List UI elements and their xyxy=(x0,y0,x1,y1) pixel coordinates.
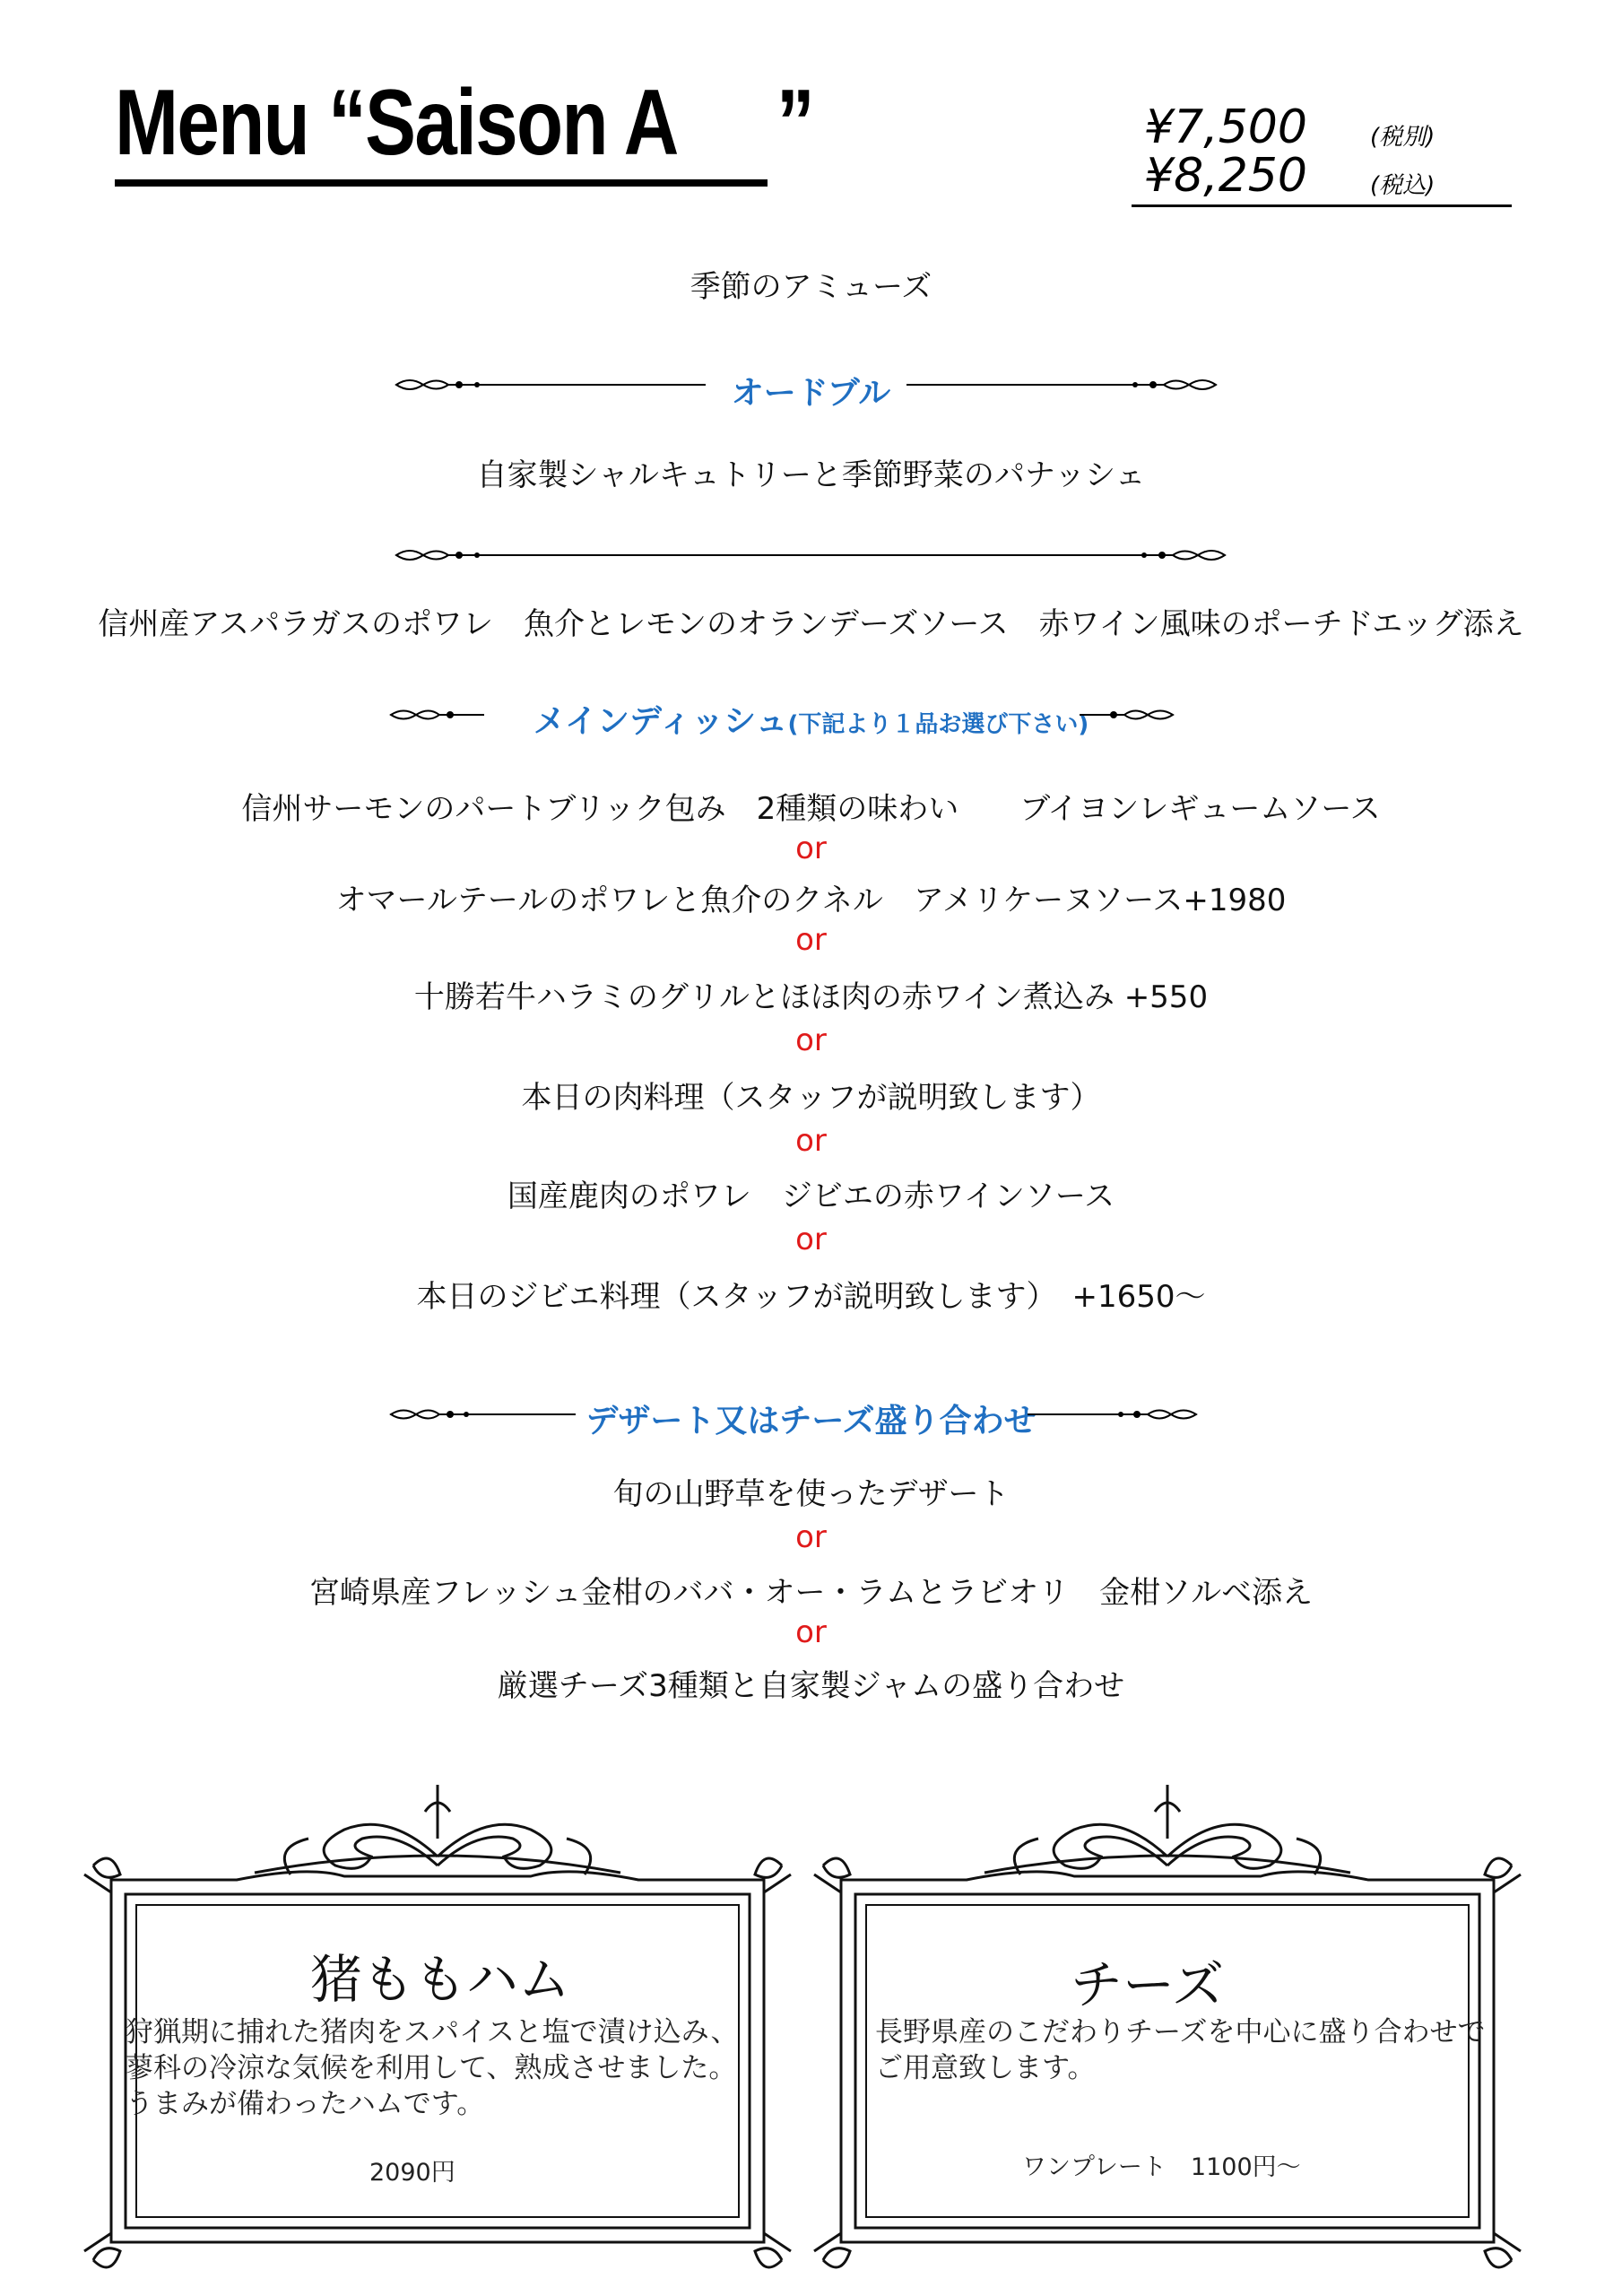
fish-course-dish: 信州産アスパラガスのポワレ 魚介とレモンのオランデーズソース 赤ワイン風味のポーチドエッグ添え xyxy=(98,606,1524,642)
card-title: チーズ xyxy=(1071,1954,1225,2015)
amuse-dish: 季節のアミューズ xyxy=(690,269,932,305)
section-heading-main-dish: メインディッシュ(下記より１品お選び下さい) xyxy=(533,703,1089,740)
main-dish-option: 十勝若牛ハラミのグリルとほほ肉の赤ワイン煮込み +550 xyxy=(413,979,1209,1015)
card-description-line: うまみが備わったハムです。 xyxy=(126,2088,485,2120)
or-separator: or xyxy=(795,1519,827,1555)
main-dish-option: 本日のジビエ料理（スタッフが説明致します） +1650～ xyxy=(416,1279,1206,1315)
or-separator: or xyxy=(795,1614,827,1650)
main-dish-option: オマールテールのポワレと魚介のクネル アメリケーヌソース+1980 xyxy=(335,883,1287,918)
price-excluding-tax: ¥7,500 xyxy=(1144,100,1307,154)
dessert-option: 宮崎県産フレッシュ金柑のババ・オー・ラムとラビオリ 金柑ソルベ添え xyxy=(308,1575,1314,1611)
dessert-option: 旬の山野草を使ったデザート xyxy=(612,1476,1010,1512)
card-description-line: 長野県産のこだわりチーズを中心に盛り合わせで xyxy=(875,2016,1486,2048)
menu-title: Menu “Saison A ” xyxy=(115,71,814,175)
section-heading-dessert: デザート又はチーズ盛り合わせ xyxy=(585,1403,1037,1439)
price-including-tax: ¥8,250 xyxy=(1144,149,1307,203)
card-price: ワンプレート 1100円～ xyxy=(1022,2153,1301,2181)
main-dish-option: 信州サーモンのパートブリック包み 2種類の味わい ブイヨンレギュームソース xyxy=(241,791,1381,827)
price-excluding-tax-note: (税別) xyxy=(1370,124,1436,151)
card-title: 猪ももハム xyxy=(310,1949,571,2010)
cheese-card xyxy=(805,1776,1530,2278)
hors-doeuvre-dish: 自家製シャルキュトリーと季節野菜のパナッシェ xyxy=(476,457,1146,493)
or-separator: or xyxy=(795,1022,827,1058)
card-description-line: 蓼科の冷涼な気候を利用して、熟成させました。 xyxy=(126,2052,737,2084)
section-heading-hors-doeuvre: オードブル xyxy=(731,375,891,412)
or-separator: or xyxy=(795,1222,827,1257)
price-underline xyxy=(1132,204,1512,207)
divider-ornament-full-icon xyxy=(387,542,1234,569)
main-dish-option: 国産鹿肉のポワレ ジビエの赤ワインソース xyxy=(507,1178,1115,1214)
card-description-line: ご用意致します。 xyxy=(875,2052,1096,2084)
divider-ornament-right-icon xyxy=(902,371,1225,398)
dessert-option: 厳選チーズ3種類と自家製ジャムの盛り合わせ xyxy=(497,1668,1125,1704)
or-separator: or xyxy=(795,922,827,958)
card-price: 2090円 xyxy=(369,2159,455,2187)
boar-ham-card xyxy=(75,1776,800,2278)
or-separator: or xyxy=(795,831,827,866)
divider-ornament-right-icon xyxy=(1022,1401,1201,1428)
main-dish-option: 本日の肉料理（スタッフが説明致します） xyxy=(521,1080,1101,1116)
title-underline xyxy=(115,179,768,187)
or-separator: or xyxy=(795,1123,827,1159)
divider-ornament-right-small-icon xyxy=(1072,701,1180,728)
card-description-line: 狩猟期に捕れた猪肉をスパイスと塩で漬け込み、 xyxy=(126,2016,739,2048)
price-including-tax-note: (税込) xyxy=(1370,172,1436,199)
